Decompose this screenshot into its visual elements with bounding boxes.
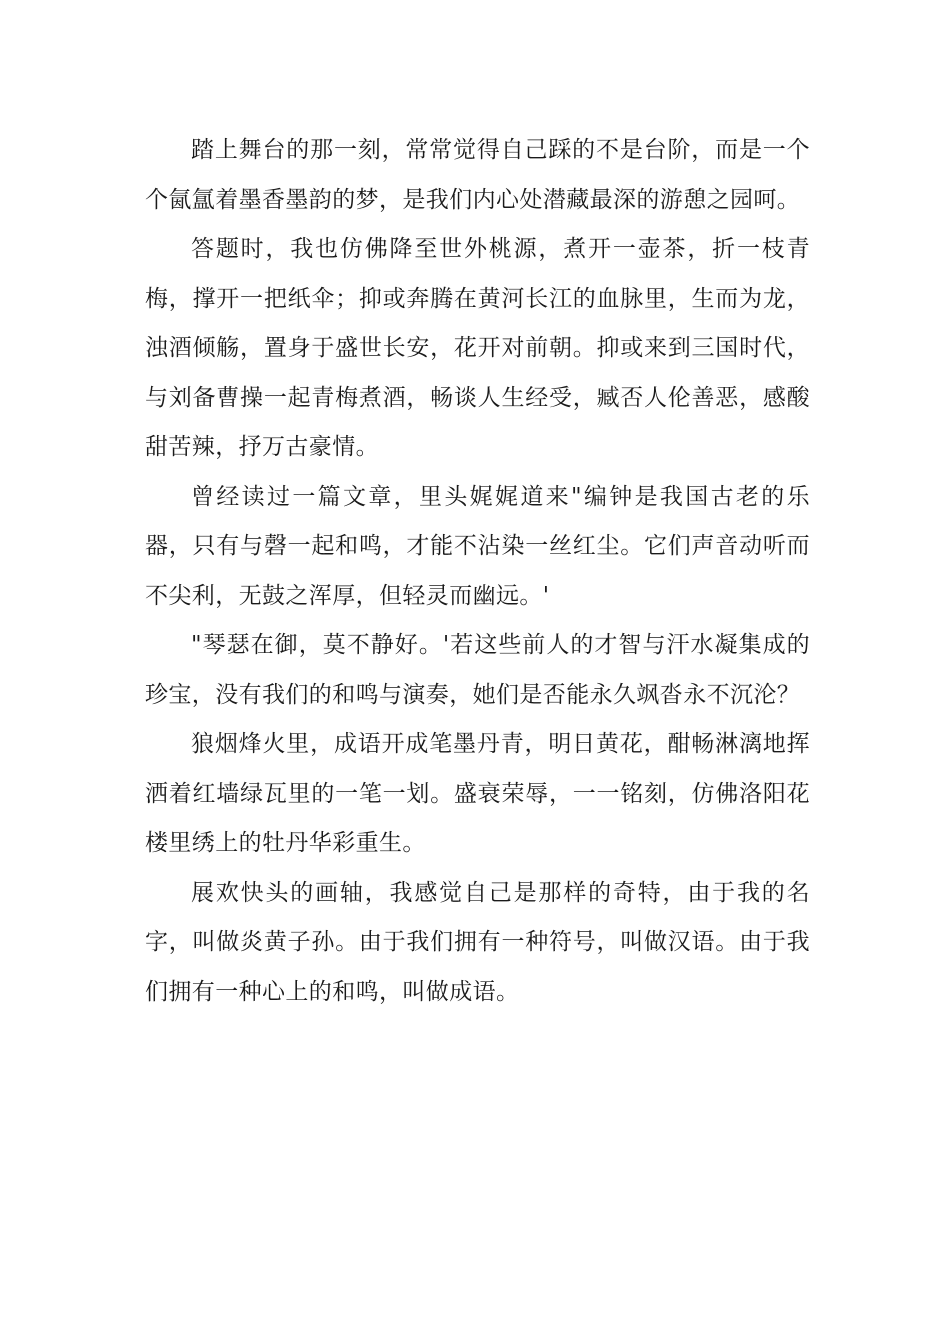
paragraph-5: 狼烟烽火里，成语开成笔墨丹青，明日黄花，酣畅淋漓地挥洒着红墙绿瓦里的一笔一划。盛衰荣辱，一一铭刻，仿佛洛阳花楼里绣上的牡丹华彩重生。 [145, 731, 810, 856]
paragraph-4: "琴瑟在御，莫不静好。'若这些前人的才智与汗水凝集成的珍宝，没有我们的和鸣与演奏，她们是否能永久飒沓永不沉沦？ [145, 632, 810, 708]
paragraph-1: 踏上舞台的那一刻，常常觉得自己踩的不是台阶，而是一个个氤氲着墨香墨韵的梦，是我们内心处潜藏最深的游憩之园呵。 [145, 137, 810, 213]
paragraph-6: 展欢快头的画轴，我感觉自己是那样的奇特，由于我的名字，叫做炎黄子孙。由于我们拥有一种符号，叫做汉语。由于我们拥有一种心上的和鸣，叫做成语。 [145, 879, 810, 1005]
paragraph-3: 曾经读过一篇文章，里头娓娓道来"编钟是我国古老的乐器，只有与磬一起和鸣，才能不沾染一丝红尘。它们声音动听而不尖利，无鼓之浑厚，但轻灵而幽远。' [145, 483, 810, 609]
paragraph-2: 答题时，我也仿佛降至世外桃源，煮开一壶茶，折一枝青梅，撑开一把纸伞；抑或奔腾在黄河长江的血脉里，生而为龙，浊酒倾觞，置身于盛世长安，花开对前朝。抑或来到三国时代，与刘备曹操一起青梅煮酒，畅谈人生经受，臧否人伦善恶，感酸甜苦辣，抒万古豪情。 [145, 236, 810, 460]
document-body [145, 126, 810, 1017]
